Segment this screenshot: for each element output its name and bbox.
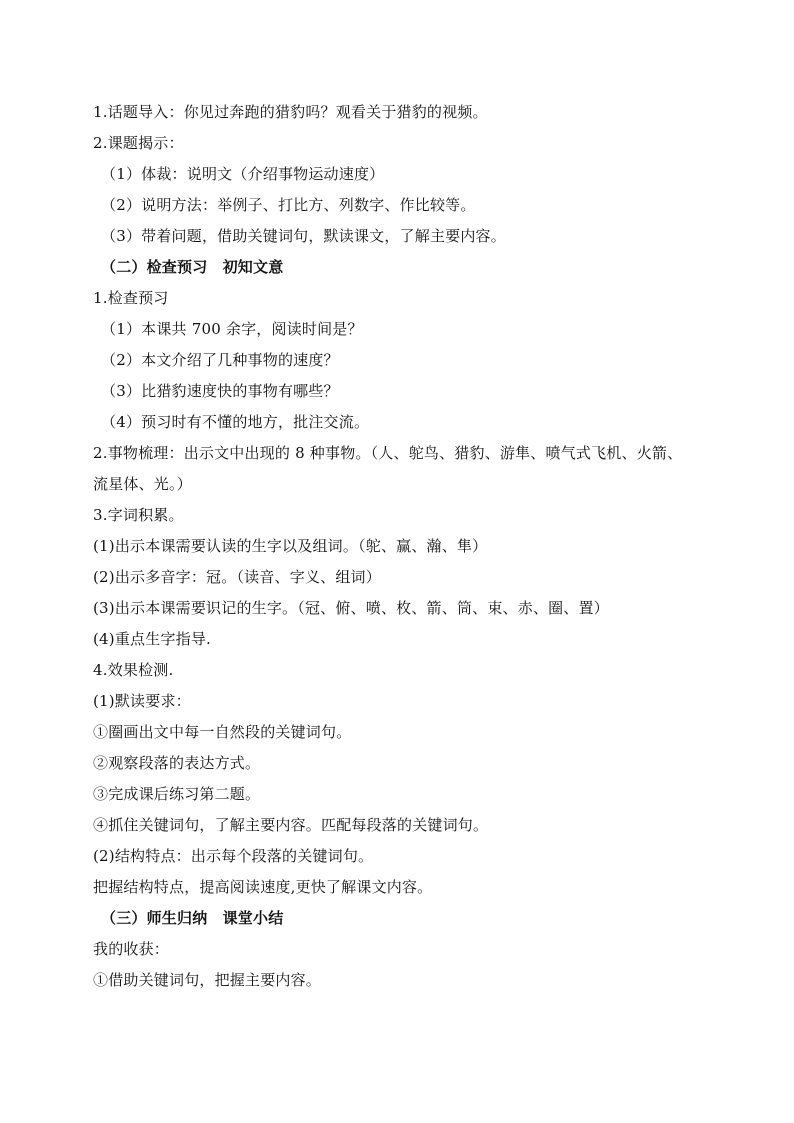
text-line: ①借助关键词句，把握主要内容。	[93, 971, 322, 989]
text-line: 我的收获：	[93, 940, 170, 958]
text-line: 流星体、光。）	[93, 475, 192, 493]
text-line: 把握结构特点，提高阅读速度,更快了解课文内容。	[93, 878, 433, 896]
text-line: (3)出示本课需要识记的生字。（冠、俯、喷、枚、箭、筒、束、赤、圈、置）	[93, 599, 609, 617]
text-line: (1)默读要求：	[93, 692, 191, 710]
text-line: (1)出示本课需要认读的生字以及组词。（鸵、赢、瀚、隼）	[93, 537, 488, 555]
text-line: 4.效果检测.	[93, 661, 174, 679]
lesson-plan-body	[93, 97, 713, 996]
text-line: ①圈画出文中每一自然段的关键词句。	[93, 723, 352, 741]
text-line: （3）比猎豹速度快的事物有哪些？	[101, 382, 339, 400]
text-line: (4)重点生字指导.	[93, 630, 212, 648]
text-line: ④抓住关键词句，了解主要内容。匹配每段落的关键词句。	[93, 816, 489, 834]
text-line: （1）体裁：说明文（介绍事物运动速度）	[101, 165, 385, 183]
text-line: （3）带着问题，借助关键词句，默读课文，了解主要内容。	[101, 227, 506, 245]
text-line: 1.检查预习	[93, 289, 169, 307]
text-line: 1.话题导入：你见过奔跑的猎豹吗？观看关于猎豹的视频。	[93, 103, 488, 121]
section-heading: （二）检查预习 初知文意	[101, 258, 284, 276]
text-line: (2)出示多音字：冠。（读音、字义、组词）	[93, 568, 381, 586]
text-line: （2）本文介绍了几种事物的速度？	[101, 351, 339, 369]
text-line: （4）预习时有不懂的地方，批注交流。	[101, 413, 370, 431]
section-heading: （三）师生归纳 课堂小结	[101, 909, 284, 927]
text-line: （2）说明方法：举例子、打比方、列数字、作比较等。	[101, 196, 476, 214]
text-line: 2.事物梳理：出示文中出现的 8 种事物。（人、鸵鸟、猎豹、游隼、喷气式飞机、火箭、	[93, 444, 683, 462]
text-line: (2)结构特点：出示每个段落的关键词句。	[93, 847, 374, 865]
text-line: 2.课题揭示：	[93, 134, 184, 152]
text-line: 3.字词积累。	[93, 506, 184, 524]
text-line: ②观察段落的表达方式。	[93, 754, 261, 772]
text-line: （1）本课共 700 余字，阅读时间是？	[101, 320, 363, 338]
text-line: ③完成课后练习第二题。	[93, 785, 261, 803]
